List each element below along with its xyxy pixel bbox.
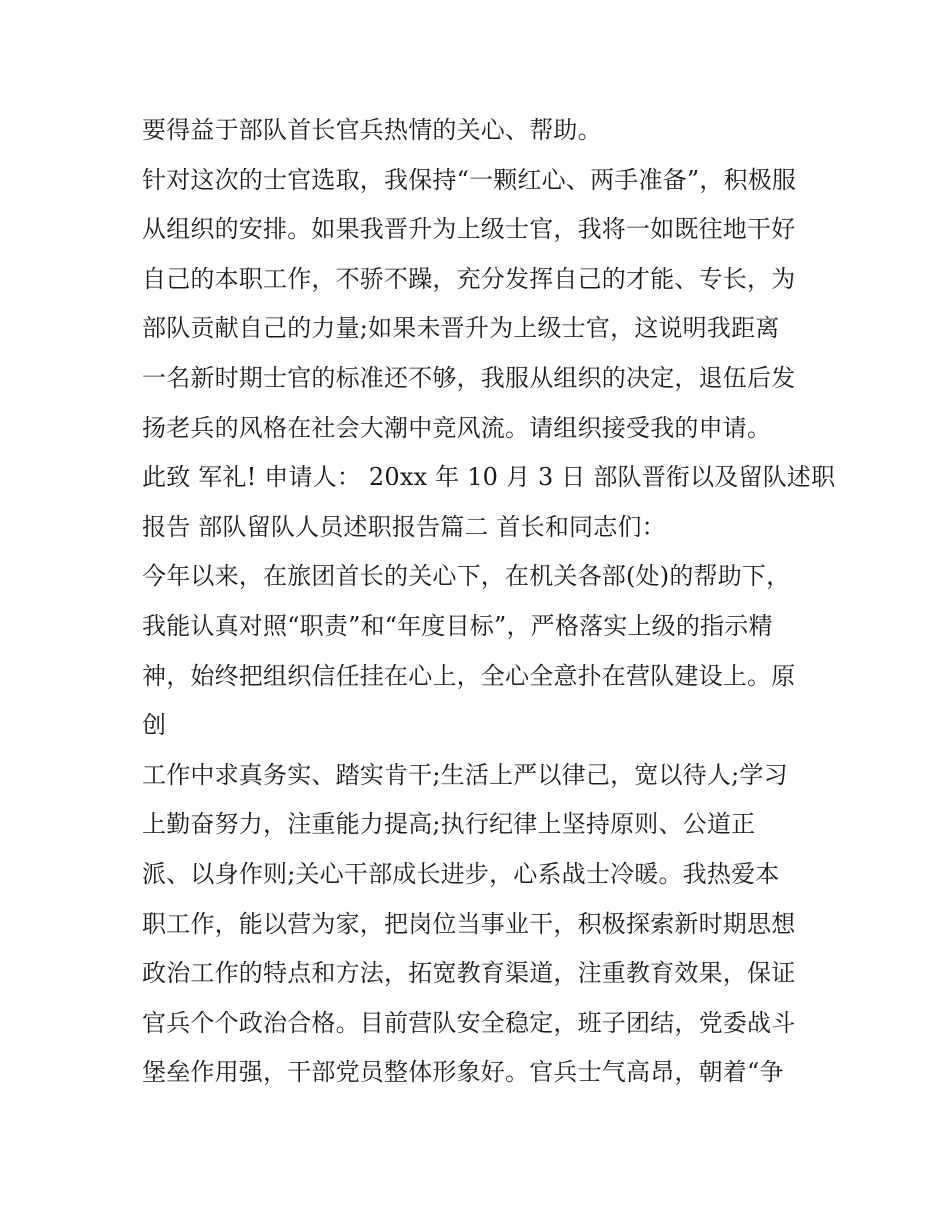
document-body [142, 106, 836, 1098]
text-line: 部队贡献自己的力量;如果未晋升为上级士官，这说明我距离 [142, 314, 780, 343]
text-line: 官兵个个政治合格。目前营队安全稳定，班子团结，党委战斗 [142, 1008, 796, 1037]
text-line: 针对这次的士官选取，我保持“一颗红心、两手准备”，积极服 [142, 165, 797, 194]
text-line: 工作中求真务实、踏实肯干;生活上严以律己，宽以待人;学习 [142, 760, 788, 789]
text-line: 派、以身作则;关心干部成长进步，心系战士冷暖。我热爱本 [142, 859, 780, 888]
text-line: 自己的本职工作，不骄不躁，充分发挥自己的才能、专长，为 [142, 264, 796, 293]
text-line: 报告 部队留队人员述职报告篇二 首长和同志们： [142, 512, 666, 541]
text-line: 堡垒作用强，干部党员整体形象好。官兵士气高昂，朝着“争 [142, 1058, 784, 1087]
text-line: 职工作，能以营为家，把岗位当事业干，积极探索新时期思想 [142, 909, 796, 938]
text-line: 此致 军礼! 申请人： 20xx 年 10 月 3 日 部队晋衔以及留队述职 [142, 463, 836, 492]
text-line: 要得益于部队首长官兵热情的关心、帮助。 [142, 116, 602, 144]
text-line: 创 [142, 711, 167, 740]
text-line: 从组织的安排。如果我晋升为上级士官，我将一如既往地干好 [142, 215, 796, 244]
text-line: 一名新时期士官的标准还不够，我服从组织的决定，退伍后发 [142, 363, 796, 392]
text-line: 神，始终把组织信任挂在心上，全心全意扑在营队建设上。原 [142, 661, 796, 690]
text-line: 我能认真对照“职责”和“年度目标”，严格落实上级的指示精 [142, 611, 773, 640]
text-line: 政治工作的特点和方法，拓宽教育渠道，注重教育效果，保证 [142, 959, 796, 988]
text-line: 今年以来，在旅团首长的关心下，在机关各部(处)的帮助下， [142, 562, 791, 591]
text-line: 上勤奋努力，注重能力提高;执行纪律上坚持原则、公道正 [142, 810, 756, 839]
text-line: 扬老兵的风格在社会大潮中竞风流。请组织接受我的申请。 [142, 413, 772, 442]
